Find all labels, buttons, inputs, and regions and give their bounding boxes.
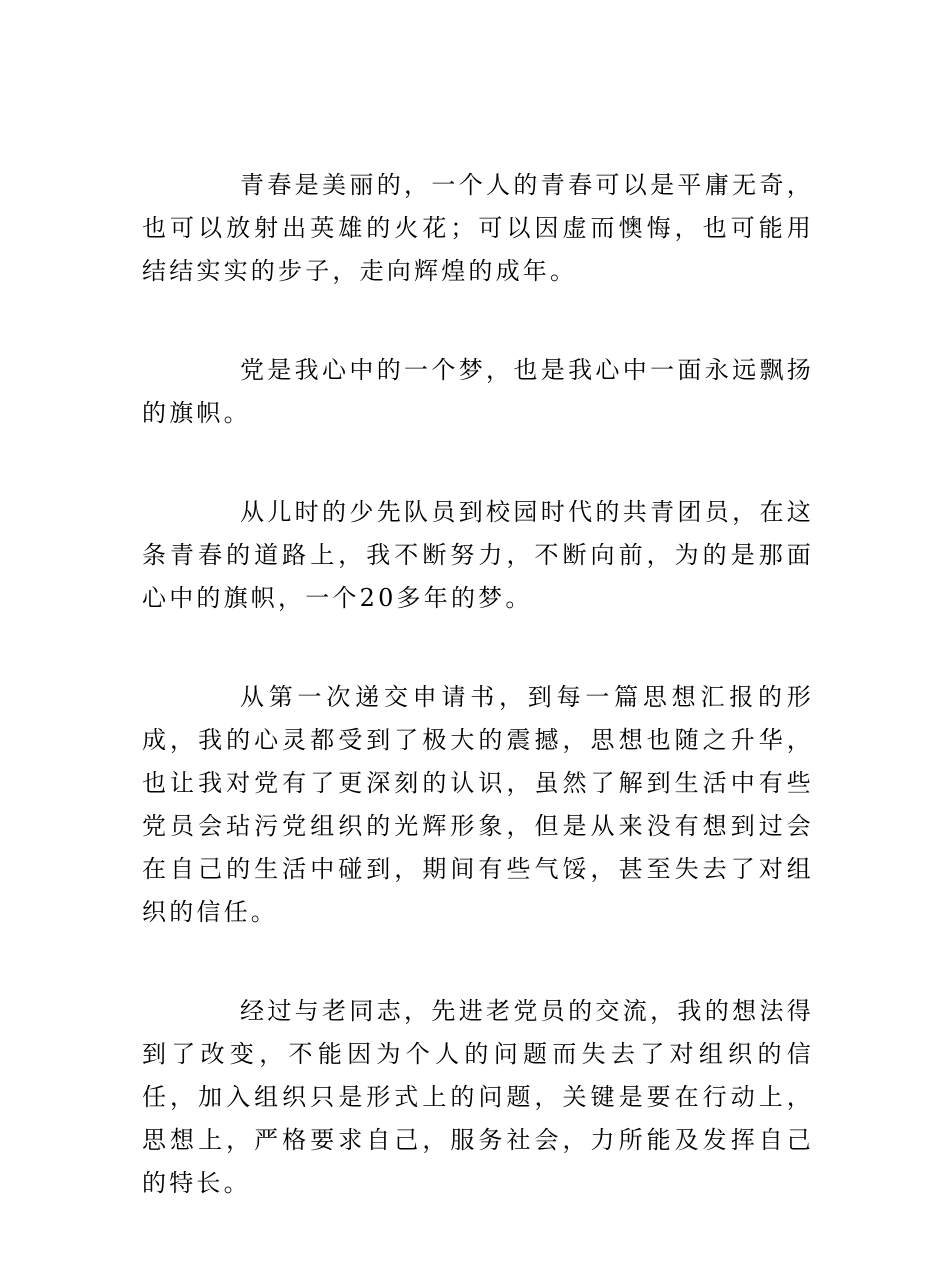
paragraph-2: 党是我心中的一个梦，也是我心中一面永远飘扬的旗帜。 bbox=[142, 356, 814, 427]
document-body bbox=[142, 164, 814, 1261]
paragraph-1: 青春是美丽的，一个人的青春可以是平庸无奇，也可以放射出英雄的火花；可以因虚而懊悔，也可能用结结实实的步子，走向辉煌的成年。 bbox=[142, 171, 814, 285]
paragraph-5: 经过与老同志，先进老党员的交流，我的想法得到了改变，不能因为个人的问题而失去了对组织的信任，加入组织只是形式上的问题，关键是要在行动上，思想上，严格要求自己，服务社会，力所能及发挥自己的特长。 bbox=[142, 997, 814, 1197]
paragraph-3: 从儿时的少先队员到校园时代的共青团员，在这条青春的道路上，我不断努力，不断向前，为的是那面心中的旗帜，一个20多年的梦。 bbox=[142, 498, 814, 612]
paragraph-4: 从第一次递交申请书，到每一篇思想汇报的形成，我的心灵都受到了极大的震撼，思想也随之升华，也让我对党有了更深刻的认识，虽然了解到生活中有些党员会玷污党组织的光辉形象，但是从来没有想到过会在自己的生活中碰到，期间有些气馁，甚至失去了对组织的信任。 bbox=[142, 683, 814, 926]
